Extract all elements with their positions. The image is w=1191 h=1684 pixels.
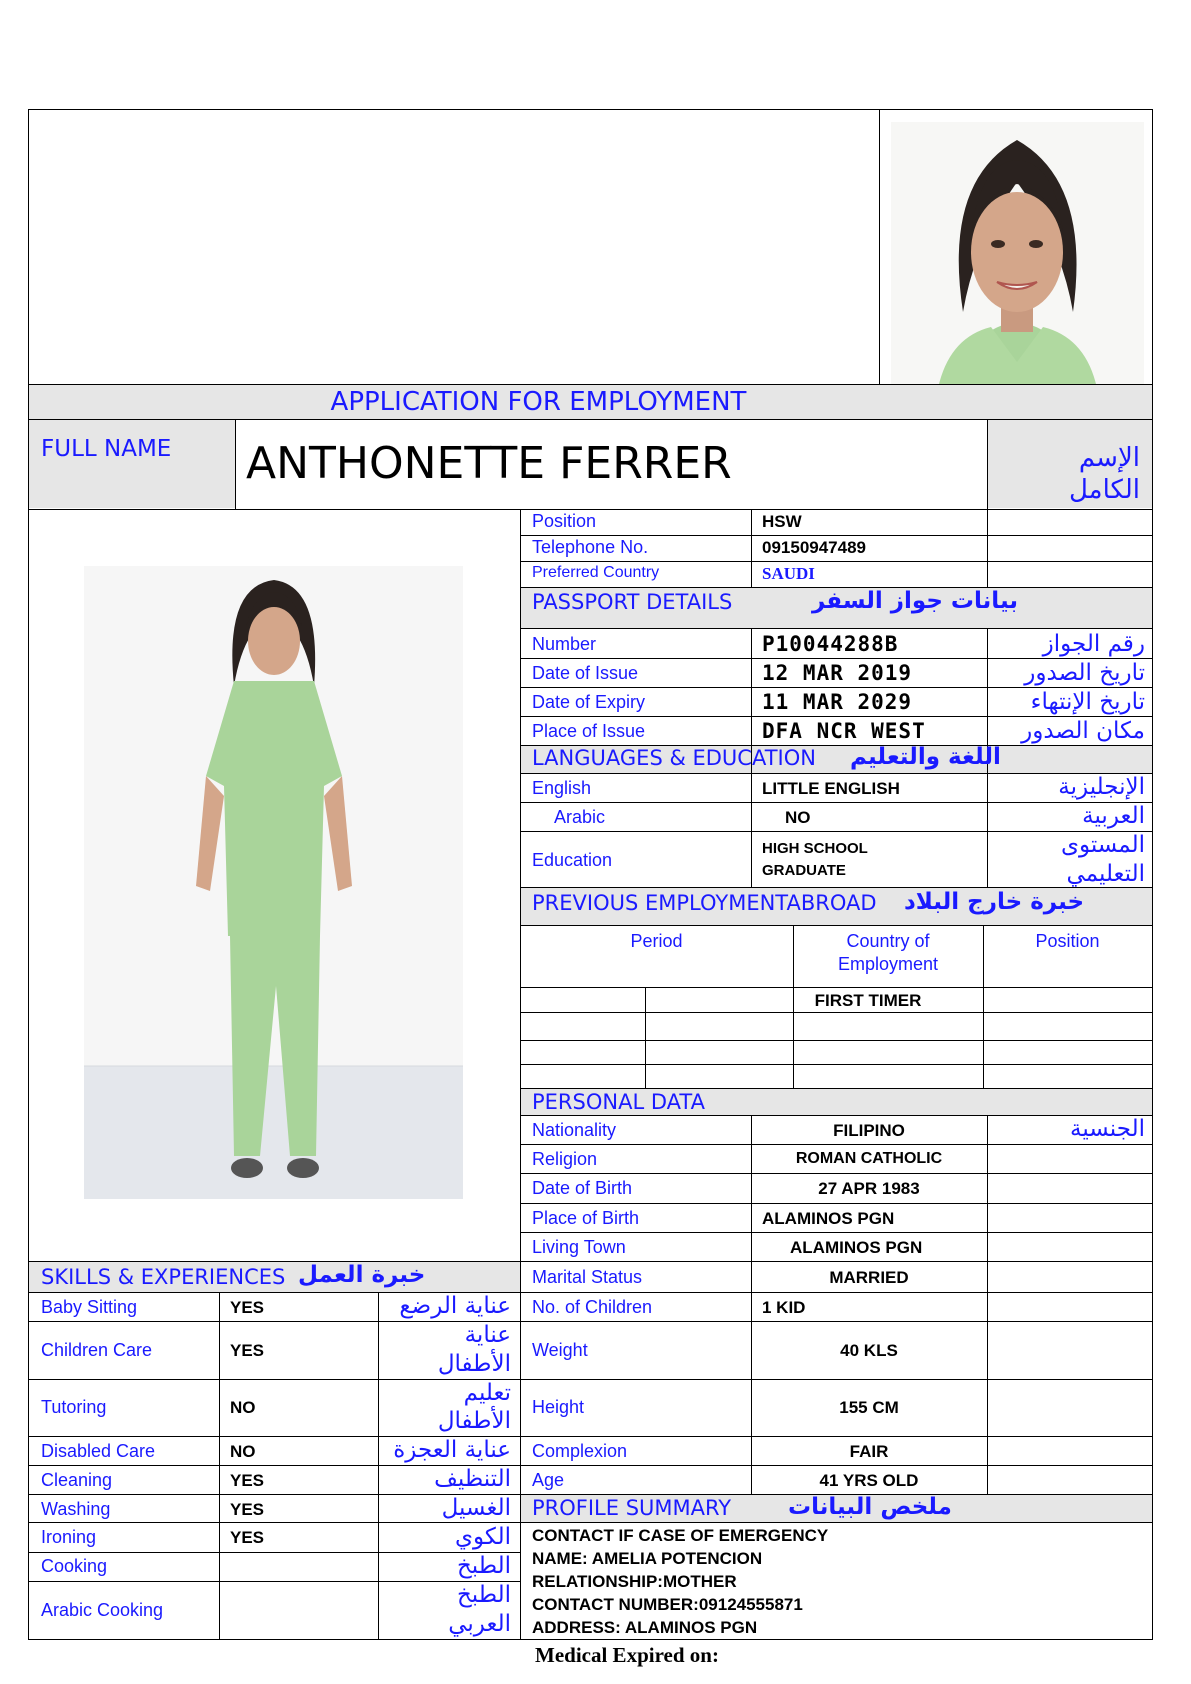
fullname-label: FULL NAME: [41, 436, 172, 462]
living-town-value: ALAMINOS PGN: [790, 1238, 923, 1257]
baby-sitting-value: YES: [230, 1298, 265, 1317]
weight-value: 40 KLS: [840, 1341, 898, 1360]
children-care-arabic-line1: عناية: [464, 1322, 511, 1348]
religion-value: ROMAN CATHOLIC: [795, 1150, 943, 1167]
children-care-label: Children Care: [41, 1340, 153, 1360]
country-column-header-line2: Employment: [837, 954, 939, 974]
nationality-arabic: الجنسية: [1070, 1116, 1145, 1142]
tutoring-label: Tutoring: [41, 1397, 107, 1417]
height-label: Height: [532, 1397, 585, 1417]
arabic-cooking-label: Arabic Cooking: [41, 1600, 164, 1620]
portrait-photo: [891, 122, 1144, 384]
passport-number-value: P10044288B: [762, 632, 899, 656]
dob-value: 27 APR 1983: [818, 1179, 920, 1198]
age-value: 41 YRS OLD: [819, 1471, 919, 1490]
cleaning-label: Cleaning: [41, 1470, 113, 1490]
expiry-date-arabic: تاريخ الإنتهاء: [1030, 689, 1145, 715]
weight-label: Weight: [532, 1340, 588, 1360]
issue-place-value: DFA NCR WEST: [762, 719, 926, 743]
height-value: 155 CM: [839, 1398, 899, 1417]
english-label: English: [532, 778, 592, 798]
baby-sitting-label: Baby Sitting: [41, 1297, 138, 1317]
education-arabic-line2: التعليمي: [1066, 861, 1145, 887]
arabic-cooking-arabic-line2: العربي: [448, 1611, 511, 1637]
disabled-care-arabic: عناية العجزة: [393, 1437, 511, 1463]
fullname-label-bg: [29, 419, 236, 508]
languages-heading: LANGUAGES & EDUCATION: [532, 746, 816, 770]
issue-place-arabic: مكان الصدور: [1021, 718, 1145, 744]
marital-status-label: Marital Status: [532, 1267, 643, 1287]
profile-line: NAME: AMELIA POTENCION: [532, 1549, 763, 1568]
nationality-label: Nationality: [532, 1120, 617, 1140]
pob-label: Place of Birth: [532, 1208, 640, 1228]
telephone-value: 09150947489: [762, 538, 867, 557]
disabled-care-label: Disabled Care: [41, 1441, 156, 1461]
tutoring-arabic-line1: تعليم: [463, 1380, 511, 1406]
expiry-date-label: Date of Expiry: [532, 692, 646, 712]
complexion-value: FAIR: [849, 1442, 889, 1461]
passport-number-arabic: رقم الجواز: [1042, 631, 1145, 657]
age-label: Age: [532, 1470, 565, 1490]
period-column-header: Period: [630, 931, 683, 951]
education-arabic-line1: المستوى: [1060, 832, 1145, 858]
profile-line: RELATIONSHIP:MOTHER: [532, 1572, 737, 1591]
medical-expiry-label: Medical Expired on:: [535, 1643, 719, 1667]
issue-date-value: 12 MAR 2019: [762, 661, 913, 685]
cooking-label: Cooking: [41, 1556, 108, 1576]
education-label: Education: [532, 850, 613, 870]
page-title: APPLICATION FOR EMPLOYMENT: [330, 387, 747, 417]
ironing-value: YES: [230, 1528, 265, 1547]
first-timer-value: FIRST TIMER: [814, 991, 922, 1010]
skills-heading-arabic: خبرة العمل: [298, 1262, 426, 1288]
languages-heading-arabic: اللغة والتعليم: [850, 744, 1001, 770]
arabic-language-arabic: العربية: [1082, 803, 1145, 829]
dob-label: Date of Birth: [532, 1178, 633, 1198]
marital-status-value: MARRIED: [829, 1268, 909, 1287]
washing-label: Washing: [41, 1499, 111, 1519]
arabic-language-label: Arabic: [554, 807, 606, 827]
issue-place-label: Place of Issue: [532, 721, 646, 741]
profile-line: CONTACT IF CASE OF EMERGENCY: [532, 1526, 829, 1545]
children-value: 1 KID: [762, 1298, 806, 1317]
tutoring-arabic-line2: الأطفال: [437, 1408, 511, 1434]
position-label: Position: [532, 511, 597, 531]
tutoring-value: NO: [230, 1398, 256, 1417]
passport-number-label: Number: [532, 634, 597, 654]
english-value: LITTLE ENGLISH: [762, 779, 900, 798]
baby-sitting-arabic: عناية الرضع: [399, 1293, 511, 1319]
religion-label: Religion: [532, 1149, 598, 1169]
cleaning-value: YES: [230, 1471, 265, 1490]
washing-value: YES: [230, 1500, 265, 1519]
washing-arabic: الغسيل: [441, 1495, 511, 1521]
passport-heading: PASSPORT DETAILS: [532, 590, 733, 614]
profile-line: ADDRESS: ALAMINOS PGN: [532, 1618, 758, 1637]
fullname-arabic: الإسم الكامل: [1068, 443, 1140, 505]
preferred-country-value: SAUDI: [762, 564, 815, 583]
english-arabic: الإنجليزية: [1058, 774, 1145, 800]
telephone-label: Telephone No.: [532, 537, 649, 557]
pob-value: ALAMINOS PGN: [762, 1209, 895, 1228]
arabic-language-value: NO: [785, 808, 811, 827]
nationality-value: FILIPINO: [833, 1121, 905, 1140]
prevemp-heading-arabic: خبرة خارج البلاد: [904, 889, 1085, 915]
children-label: No. of Children: [532, 1297, 653, 1317]
ironing-label: Ironing: [41, 1527, 97, 1547]
cooking-arabic: الطبخ: [456, 1553, 511, 1579]
education-value-line1: HIGH SCHOOL: [762, 840, 868, 857]
issue-date-arabic: تاريخ الصدور: [1024, 660, 1145, 686]
education-value-line2: GRADUATE: [762, 862, 846, 879]
skills-heading: SKILLS & EXPERIENCES: [41, 1265, 286, 1289]
living-town-label: Living Town: [532, 1237, 626, 1257]
country-column-header-line1: Country of: [846, 931, 930, 951]
profile-line: CONTACT NUMBER:09124555871: [532, 1595, 803, 1614]
cleaning-arabic: التنظيف: [434, 1466, 511, 1492]
complexion-label: Complexion: [532, 1441, 628, 1461]
preferred-country-label: Preferred Country: [532, 564, 660, 581]
children-care-arabic-line2: الأطفال: [437, 1351, 511, 1377]
personal-heading: PERSONAL DATA: [532, 1090, 705, 1114]
children-care-value: YES: [230, 1341, 265, 1360]
arabic-cooking-arabic-line1: الطبخ: [456, 1582, 511, 1608]
full-body-photo: [84, 566, 463, 1199]
profile-heading: PROFILE SUMMARY: [532, 1496, 732, 1520]
ironing-arabic: الكوي: [455, 1524, 511, 1550]
position-value: HSW: [762, 512, 802, 531]
prevemp-heading: PREVIOUS EMPLOYMENTABROAD: [532, 891, 877, 915]
fullname-value: ANTHONETTE FERRER: [246, 438, 732, 489]
expiry-date-value: 11 MAR 2029: [762, 690, 913, 714]
profile-heading-arabic: ملخص البيانات: [788, 1494, 952, 1520]
issue-date-label: Date of Issue: [532, 663, 639, 683]
position-column-header: Position: [1035, 931, 1100, 951]
passport-heading-arabic: بيانات جواز السفر: [812, 588, 1018, 614]
disabled-care-value: NO: [230, 1442, 256, 1461]
